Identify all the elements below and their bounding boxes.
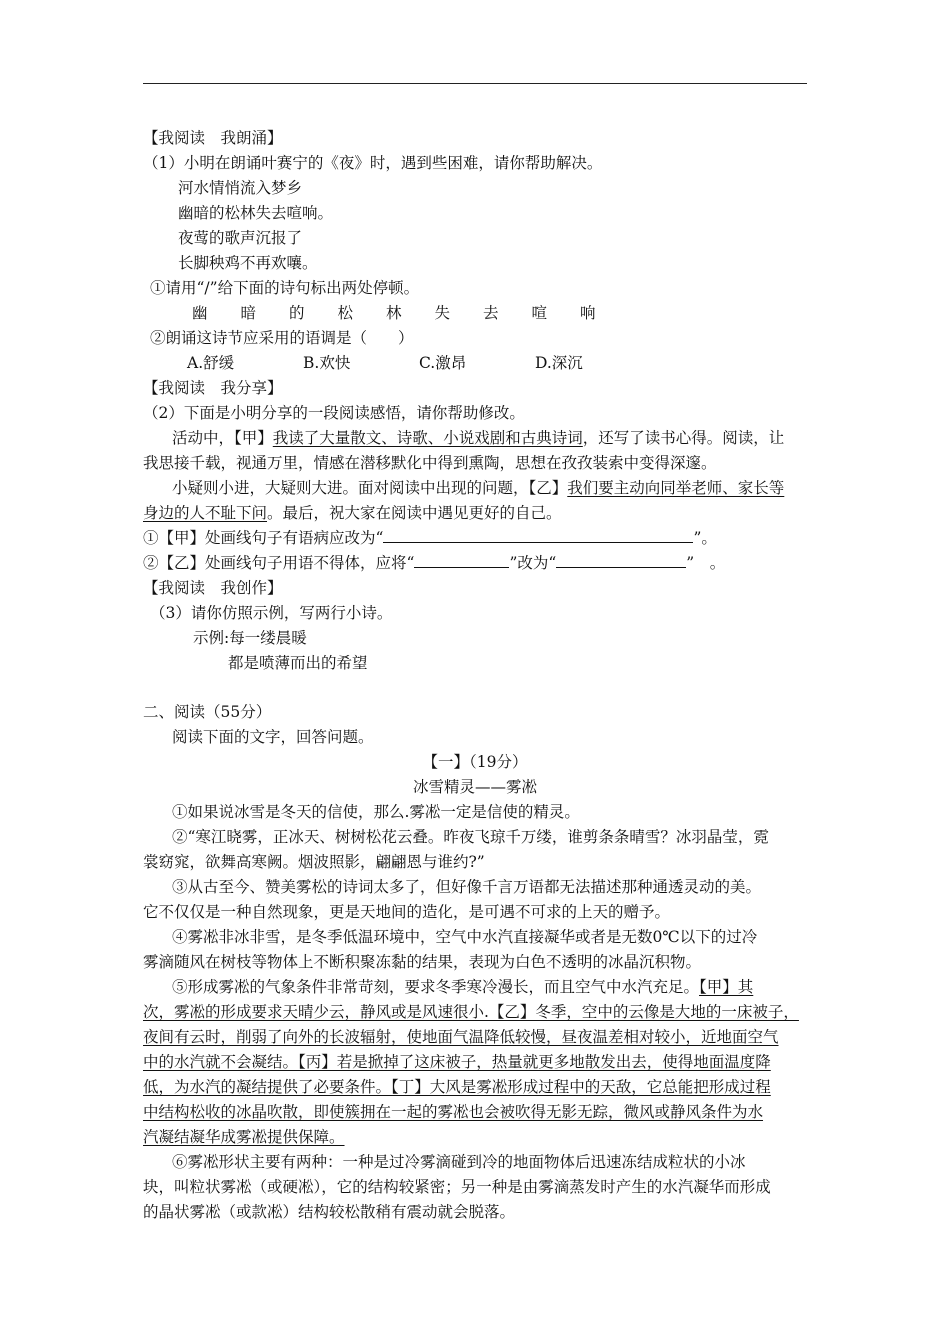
option-b[interactable]: B.欢快 bbox=[303, 354, 351, 372]
article-para-4-line-1: ④雾凇非冰非雪，是冬季低温环境中，空气中水汽直接凝华或者是无数0℃以下的过冷 bbox=[172, 928, 758, 946]
article-para-3-line-1: ③从古至今、赞美雾松的诗词太多了，但好像千言万语都无法描述那种通透灵动的美。 bbox=[172, 878, 762, 896]
article-para-5-line-2: 次，雾凇的形成要求天晴少云，静风或是风速很小.【乙】冬季，空中的云像是大地的一床被子， bbox=[143, 1003, 799, 1021]
char: 响 bbox=[580, 304, 596, 322]
passage-line-4: 身边的人不耻下问。最后，祝大家在阅读中遇见更好的自己。 bbox=[143, 504, 562, 522]
answer-blank-1[interactable] bbox=[383, 528, 693, 543]
part-heading: 【一】（19分） bbox=[422, 753, 528, 771]
poem-line-3: 夜莺的歌声沉报了 bbox=[178, 229, 303, 247]
char: 幽 bbox=[192, 304, 208, 322]
article-para-5-line-4: 中的水汽就不会凝结。【丙】若是掀掉了这床被子，热量就更多地散发出去，使得地面温度降 bbox=[143, 1053, 771, 1071]
section-2-intro: 阅读下面的文字，回答问题。 bbox=[172, 728, 374, 746]
char: 失 bbox=[434, 304, 451, 322]
article-para-5-line-1: ⑤形成雾凇的气象条件非常苛刻，要求冬季寒冷漫长，而且空气中水汽充足。【甲】其 bbox=[172, 978, 754, 996]
poem-line-4: 长脚秧鸡不再欢嚷。 bbox=[178, 254, 318, 272]
question-3: （3）请你仿照示例，写两行小诗。 bbox=[150, 604, 393, 622]
article-para-5-line-3: 夜间有云时，削弱了向外的长波辐射，使地面气温降低较慢，昼夜温差相对较小，近地面空气 bbox=[143, 1028, 779, 1046]
char: 松 bbox=[337, 304, 354, 322]
article-para-6-line-2: 块，叫粒状雾凇（或硬凇），它的结构较紧密；另一种是由雾滴蒸发时产生的水汽凝华而形成 bbox=[143, 1178, 771, 1196]
section-heading-read-recite: 【我阅读 我朗涌】 bbox=[143, 129, 283, 147]
example-line-1: 示例:每一缕晨暖 bbox=[193, 629, 307, 647]
example-line-2: 都是喷薄而出的希望 bbox=[228, 654, 368, 672]
char: 暗 bbox=[240, 304, 257, 322]
fix-question-2: ②【乙】处画线句子用语不得体，应将“ ”改为“ ” 。 bbox=[143, 554, 726, 572]
option-d[interactable]: D.深沉 bbox=[535, 354, 583, 372]
answer-blank-2[interactable] bbox=[414, 553, 509, 568]
fix-question-1: ①【甲】处画线句子有语病应改为“ ”。 bbox=[143, 529, 717, 547]
char: 的 bbox=[289, 304, 305, 322]
sub-question-2: ②朗诵这诗节应采用的语调是（ ） bbox=[150, 329, 414, 347]
article-para-5-line-7: 汽凝结凝华成雾凇提供保障。 bbox=[143, 1128, 345, 1146]
article-para-5-line-5: 低，为水汽的凝结提供了必要条件。【丁】大风是雾凇形成过程中的天敌，它总能把形成过程 bbox=[143, 1078, 771, 1096]
section-2-title: 二、阅读（55分） bbox=[143, 703, 272, 721]
passage-line-3: 小疑则小进，大疑则大进。面对阅读中出现的问题，【乙】我们要主动向同举老师、家长等 bbox=[172, 479, 785, 497]
article-para-6-line-3: 的晶状雾凇（或款凇）结构较松散稍有震动就会脱落。 bbox=[143, 1203, 516, 1221]
article-para-2-line-1: ②“寒江晓雾，正冰天、树树松花云叠。昨夜飞琼千万缕，谁剪条条晴雪？冰羽晶莹，霓 bbox=[172, 828, 769, 846]
article-para-4-line-2: 雾滴随风在树枝等物体上不断积聚冻黏的结果，表现为白色不透明的冰晶沉积物。 bbox=[143, 953, 702, 971]
char: 林 bbox=[386, 304, 402, 322]
option-a[interactable]: A.舒缓 bbox=[187, 354, 235, 372]
article-para-5-line-6: 中结构松收的冰晶吹散，即使簇拥在一起的雾凇也会被吹得无影无踪，微风或静风条件为水 bbox=[143, 1103, 764, 1121]
char: 喧 bbox=[531, 304, 548, 322]
question-1: （1）小明在朗诵叶赛宁的《夜》时，遇到些困难，请你帮助解决。 bbox=[143, 154, 603, 172]
section-heading-read-create: 【我阅读 我创作】 bbox=[143, 579, 283, 597]
article-para-3-line-2: 它不仅仅是一种自然现象，更是天地间的造化，是可遇不可求的上天的赠予。 bbox=[143, 903, 671, 921]
underlined-sentence-yi-cont: 身边的人不耻下问 bbox=[143, 504, 268, 522]
option-c[interactable]: C.激昂 bbox=[419, 354, 467, 372]
option-row bbox=[187, 353, 583, 373]
question-2: （2）下面是小明分享的一段阅读感悟，请你帮助修改。 bbox=[143, 404, 525, 422]
header-rule bbox=[143, 83, 807, 84]
tag-jia: 【甲】 bbox=[234, 429, 273, 447]
tag-yi: 【乙】 bbox=[528, 479, 568, 497]
poem-line-2: 幽暗的松林失去喧响。 bbox=[178, 204, 334, 222]
char: 去 bbox=[483, 304, 499, 322]
article-title: 冰雪精灵——雾凇 bbox=[412, 778, 537, 796]
article-para-1: ①如果说冰雪是冬天的信使，那么.雾凇一定是信使的精灵。 bbox=[172, 803, 580, 821]
underlined-sentence-yi: 我们要主动向同举老师、家长等 bbox=[567, 479, 785, 497]
passage-line-2: 我思接千载，视通万里，情感在潜移默化中得到熏陶，思想在孜孜装索中变得深邃。 bbox=[143, 454, 717, 472]
article-para-6-line-1: ⑥雾凇形状主要有两种：一种是过冷雾滴碰到冷的地面物体后迅速冻结成粒状的小冰 bbox=[172, 1153, 746, 1171]
section-heading-read-share: 【我阅读 我分享】 bbox=[143, 379, 283, 397]
answer-blank-3[interactable] bbox=[556, 553, 686, 568]
passage-line-1: 活动中，【甲】我读了大量散文、诗歌、小说戏剧和古典诗词，还写了读书心得。阅读，让 bbox=[172, 429, 785, 447]
article-para-2-line-2: 裳窈窕，欲舞高寒阙。烟波照影，翩翩恩与谁约?” bbox=[143, 853, 485, 871]
underlined-sentence-jia: 我读了大量散文、诗歌、小说戏剧和古典诗词 bbox=[272, 429, 583, 447]
underlined-jia: 【甲】其 bbox=[699, 978, 754, 996]
pause-marking-line[interactable] bbox=[192, 303, 629, 323]
sub-question-1: ①请用“/”给下面的诗句标出两处停顿。 bbox=[150, 279, 420, 297]
poem-line-1: 河水情悄流入梦乡 bbox=[178, 179, 303, 197]
